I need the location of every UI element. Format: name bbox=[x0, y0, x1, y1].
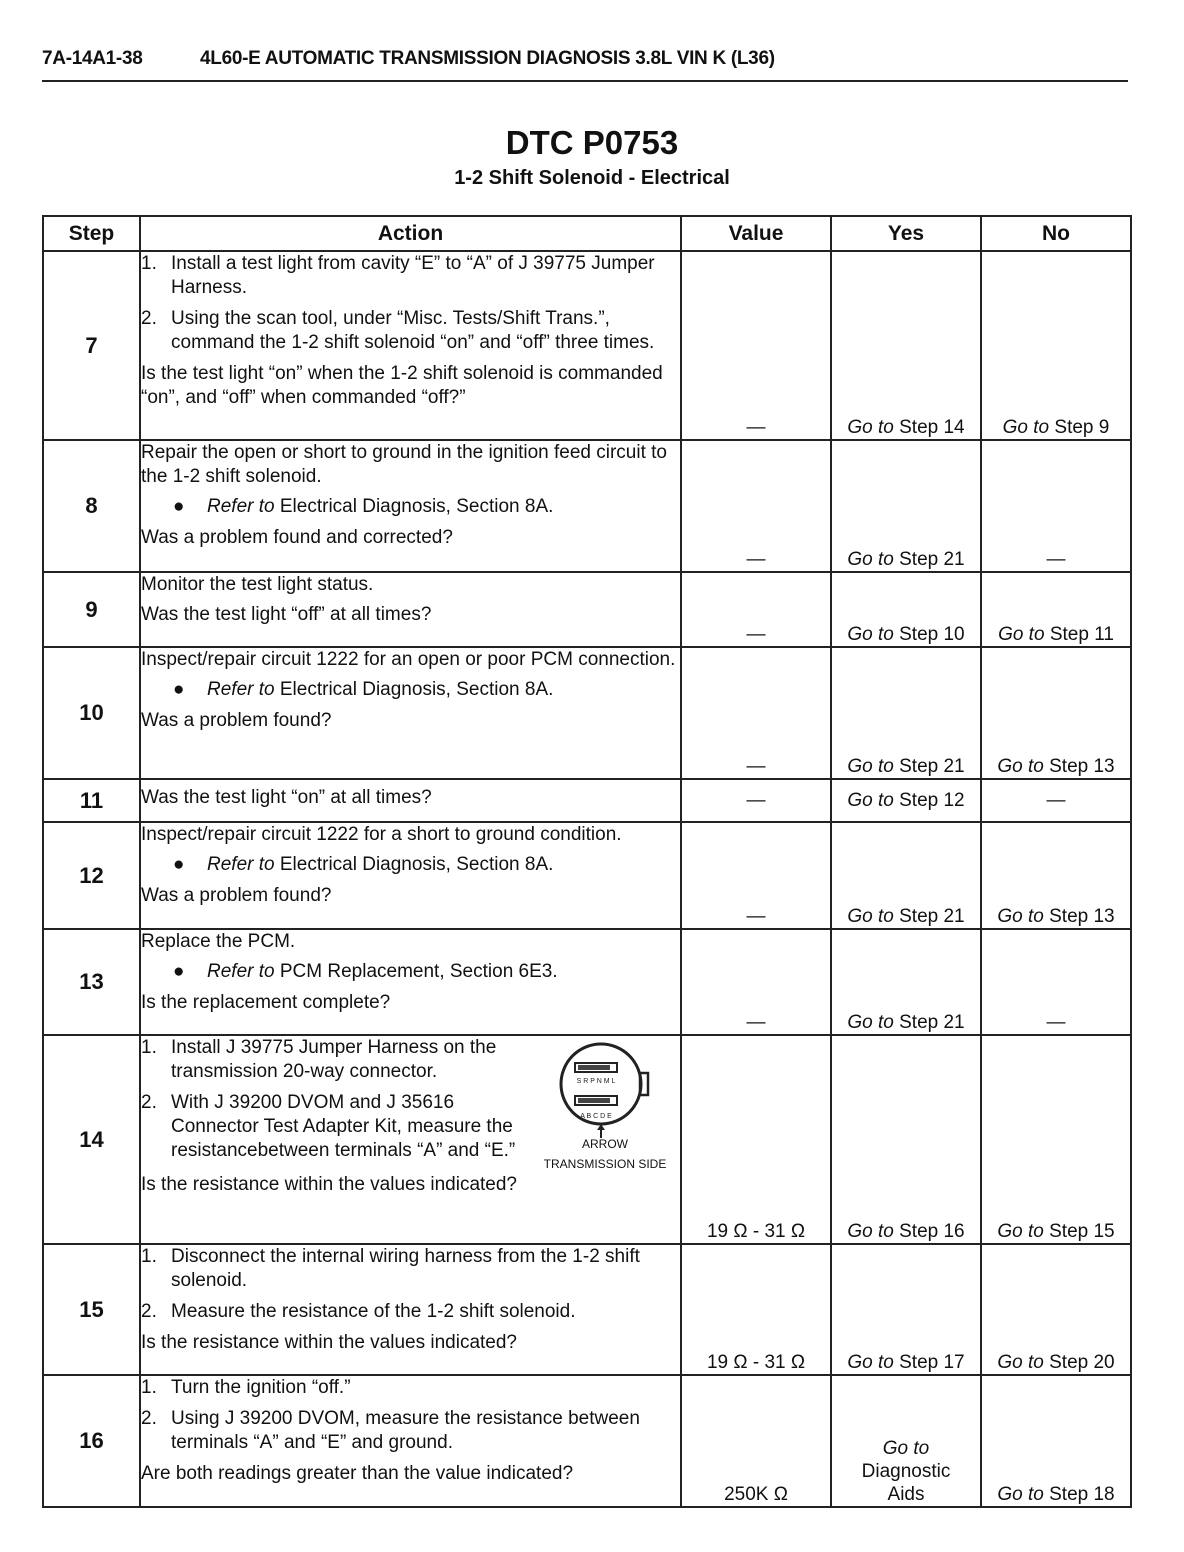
question-text: Is the replacement complete? bbox=[141, 992, 391, 1013]
list-number: 2. bbox=[141, 308, 157, 329]
goto-target: Step 17 bbox=[899, 1352, 965, 1373]
bullet-item bbox=[173, 960, 680, 984]
goto-target: Step 20 bbox=[1049, 1352, 1115, 1373]
step-number: 12 bbox=[43, 822, 140, 929]
no-cell: — bbox=[981, 779, 1131, 822]
goto-target: Step 14 bbox=[899, 417, 965, 438]
figure-caption-arrow: ARROW bbox=[582, 1137, 628, 1151]
value-cell: — bbox=[681, 929, 831, 1035]
question-text: Was a problem found? bbox=[141, 710, 332, 731]
table-row bbox=[43, 1244, 1131, 1375]
action-cell bbox=[140, 572, 681, 647]
table-row bbox=[43, 572, 1131, 647]
list-text: Measure the resistance of the 1-2 shift solenoid. bbox=[171, 1301, 576, 1322]
svg-text:A B C D E: A B C D E bbox=[580, 1113, 612, 1120]
step-number: 7 bbox=[43, 251, 140, 440]
value-cell: — bbox=[681, 251, 831, 440]
yes-cell bbox=[831, 1244, 981, 1375]
diagnostic-table bbox=[42, 215, 1132, 1508]
step-number: 8 bbox=[43, 440, 140, 572]
step-number: 11 bbox=[43, 779, 140, 822]
figure-caption-side: TRANSMISSION SIDE bbox=[543, 1157, 667, 1171]
no-cell: — bbox=[981, 929, 1131, 1035]
goto-label: Go to bbox=[997, 1221, 1044, 1242]
goto-label: Go to bbox=[997, 756, 1044, 777]
no-cell bbox=[981, 251, 1131, 440]
goto-target: Step 12 bbox=[899, 790, 965, 811]
table-row bbox=[43, 1035, 1131, 1244]
list-number: 1. bbox=[141, 1246, 157, 1267]
header-title: 4L60-E AUTOMATIC TRANSMISSION DIAGNOSIS 3.8L VIN K (L36) bbox=[200, 48, 775, 69]
goto-target: Step 11 bbox=[1049, 624, 1114, 645]
list-item bbox=[141, 1036, 530, 1084]
goto-target-line3: Aids bbox=[887, 1484, 925, 1505]
list-item bbox=[141, 1407, 680, 1455]
yes-cell bbox=[831, 1375, 981, 1507]
no-cell bbox=[981, 1035, 1131, 1244]
column-header-no: No bbox=[981, 216, 1131, 251]
list-number: 1. bbox=[141, 1037, 157, 1058]
question-text: Are both readings greater than the value indicated? bbox=[141, 1463, 574, 1484]
goto-target: Step 21 bbox=[899, 1012, 965, 1033]
step-number: 14 bbox=[43, 1035, 140, 1244]
list-number: 2. bbox=[141, 1092, 157, 1113]
refer-label: Refer to bbox=[207, 854, 275, 875]
goto-target: Step 9 bbox=[1054, 417, 1110, 438]
refer-text: PCM Replacement, Section 6E3. bbox=[279, 961, 558, 982]
list-item bbox=[141, 1245, 680, 1293]
value-cell: — bbox=[681, 822, 831, 929]
refer-label: Refer to bbox=[207, 679, 275, 700]
action-cell bbox=[140, 822, 681, 929]
yes-cell bbox=[831, 822, 981, 929]
goto-label: Go to bbox=[847, 1352, 894, 1373]
list-text: Install a test light from cavity “E” to “A” of J 39775 Jumper Harness. bbox=[171, 253, 655, 298]
column-header-step: Step bbox=[43, 216, 140, 251]
goto-target-line2: Diagnostic bbox=[861, 1461, 951, 1482]
connector-diagram-icon bbox=[545, 1038, 665, 1138]
list-item bbox=[141, 1091, 530, 1163]
bullet-item bbox=[173, 853, 680, 877]
value-cell: 19 Ω - 31 Ω bbox=[681, 1244, 831, 1375]
action-text: Replace the PCM. bbox=[141, 931, 296, 952]
goto-label: Go to bbox=[997, 1484, 1044, 1505]
bullet-item bbox=[173, 495, 680, 519]
value-cell: 19 Ω - 31 Ω bbox=[681, 1035, 831, 1244]
value-cell: — bbox=[681, 647, 831, 779]
list-text: With J 39200 DVOM and J 35616 Connector Test Adapter Kit, measure the resistancebetween terminals “A” and “E.” bbox=[171, 1092, 516, 1161]
list-number: 2. bbox=[141, 1408, 157, 1429]
goto-target: Step 21 bbox=[899, 756, 965, 777]
page-number: 7A-14A1-38 bbox=[42, 48, 143, 69]
list-number: 1. bbox=[141, 1377, 157, 1398]
goto-label: Go to bbox=[847, 790, 894, 811]
goto-label: Go to bbox=[847, 906, 894, 927]
list-text: Disconnect the internal wiring harness from the 1-2 shift solenoid. bbox=[171, 1246, 640, 1291]
yes-cell bbox=[831, 572, 981, 647]
no-cell bbox=[981, 1375, 1131, 1507]
step-number: 16 bbox=[43, 1375, 140, 1507]
action-cell bbox=[140, 1035, 681, 1244]
table-row bbox=[43, 647, 1131, 779]
goto-target: Step 10 bbox=[899, 624, 965, 645]
action-cell bbox=[140, 1244, 681, 1375]
yes-cell bbox=[831, 440, 981, 572]
goto-target: Step 16 bbox=[899, 1221, 965, 1242]
action-text: Repair the open or short to ground in the ignition feed circuit to the 1-2 shift solenoid. bbox=[141, 442, 667, 487]
list-item bbox=[141, 307, 680, 355]
list-text: Turn the ignition “off.” bbox=[171, 1377, 351, 1398]
value-cell: — bbox=[681, 572, 831, 647]
action-text: Monitor the test light status. bbox=[141, 574, 374, 595]
question-text: Was the test light “on” at all times? bbox=[141, 787, 432, 808]
no-cell: — bbox=[981, 440, 1131, 572]
no-cell bbox=[981, 572, 1131, 647]
list-text: Using the scan tool, under “Misc. Tests/Shift Trans.”, command the 1-2 shift solenoid “on” and “off” three times. bbox=[171, 308, 655, 353]
action-cell bbox=[140, 440, 681, 572]
goto-target: Step 21 bbox=[899, 549, 965, 570]
table-row bbox=[43, 822, 1131, 929]
action-cell bbox=[140, 1375, 681, 1507]
column-header-yes: Yes bbox=[831, 216, 981, 251]
yes-cell bbox=[831, 929, 981, 1035]
goto-label: Go to bbox=[997, 1352, 1044, 1373]
list-number: 2. bbox=[141, 1301, 157, 1322]
goto-label: Go to bbox=[847, 549, 894, 570]
yes-cell bbox=[831, 251, 981, 440]
page-header bbox=[42, 46, 1128, 82]
question-text: Was a problem found and corrected? bbox=[141, 527, 453, 548]
action-cell bbox=[140, 647, 681, 779]
goto-label: Go to bbox=[1002, 417, 1050, 438]
goto-target: Step 21 bbox=[899, 906, 965, 927]
question-text: Was a problem found? bbox=[141, 885, 332, 906]
list-text: Using J 39200 DVOM, measure the resistance between terminals “A” and “E” and ground. bbox=[171, 1408, 640, 1453]
column-header-action: Action bbox=[140, 216, 681, 251]
no-cell bbox=[981, 822, 1131, 929]
goto-label: Go to bbox=[847, 756, 894, 777]
goto-label: Go to bbox=[847, 1012, 894, 1033]
yes-cell bbox=[831, 1035, 981, 1244]
document-title: DTC P0753 bbox=[505, 124, 679, 161]
no-cell bbox=[981, 647, 1131, 779]
goto-label: Go to bbox=[997, 906, 1044, 927]
value-cell: 250K Ω bbox=[681, 1375, 831, 1507]
goto-label: Go to bbox=[847, 1221, 894, 1242]
action-cell bbox=[140, 929, 681, 1035]
no-cell bbox=[981, 1244, 1131, 1375]
svg-text:S R P N M L: S R P N M L bbox=[576, 1078, 616, 1085]
question-text: Is the resistance within the values indicated? bbox=[141, 1174, 517, 1195]
action-cell bbox=[140, 251, 681, 440]
refer-label: Refer to bbox=[207, 496, 275, 517]
bullet-item bbox=[173, 678, 680, 702]
step-number: 10 bbox=[43, 647, 140, 779]
value-cell: — bbox=[681, 440, 831, 572]
refer-text: Electrical Diagnosis, Section 8A. bbox=[279, 854, 554, 875]
refer-text: Electrical Diagnosis, Section 8A. bbox=[279, 679, 554, 700]
list-item bbox=[141, 1300, 680, 1324]
goto-target: Step 13 bbox=[1049, 756, 1115, 777]
document-subtitle: 1-2 Shift Solenoid - Electrical bbox=[454, 167, 730, 189]
question-text: Is the resistance within the values indicated? bbox=[141, 1332, 517, 1353]
list-item bbox=[141, 1376, 680, 1400]
column-header-value: Value bbox=[681, 216, 831, 251]
connector-figure bbox=[530, 1036, 680, 1171]
goto-target: Step 13 bbox=[1049, 906, 1115, 927]
action-cell bbox=[140, 779, 681, 822]
refer-text: Electrical Diagnosis, Section 8A. bbox=[279, 496, 554, 517]
question-text: Is the test light “on” when the 1-2 shift solenoid is commanded “on”, and “off” when commanded “off?” bbox=[141, 363, 663, 408]
list-item bbox=[141, 252, 680, 300]
step-number: 9 bbox=[43, 572, 140, 647]
goto-label: Go to bbox=[998, 624, 1045, 645]
bullet-icon: ● bbox=[173, 961, 185, 982]
action-text: Inspect/repair circuit 1222 for an open or poor PCM connection. bbox=[141, 649, 676, 670]
yes-cell bbox=[831, 647, 981, 779]
step-number: 15 bbox=[43, 1244, 140, 1375]
list-number: 1. bbox=[141, 253, 157, 274]
goto-label: Go to bbox=[882, 1438, 930, 1459]
refer-label: Refer to bbox=[207, 961, 275, 982]
table-header-row bbox=[43, 216, 1131, 251]
table-row bbox=[43, 440, 1131, 572]
bullet-icon: ● bbox=[173, 496, 185, 517]
goto-target: Step 15 bbox=[1049, 1221, 1115, 1242]
value-cell: — bbox=[681, 779, 831, 822]
bullet-icon: ● bbox=[173, 854, 185, 875]
yes-cell bbox=[831, 779, 981, 822]
action-text: Inspect/repair circuit 1222 for a short to ground condition. bbox=[141, 824, 622, 845]
step-number: 13 bbox=[43, 929, 140, 1035]
table-row bbox=[43, 251, 1131, 440]
table-row bbox=[43, 779, 1131, 822]
goto-label: Go to bbox=[847, 624, 894, 645]
goto-target: Step 18 bbox=[1049, 1484, 1115, 1505]
bullet-icon: ● bbox=[173, 679, 185, 700]
question-text: Was the test light “off” at all times? bbox=[141, 604, 432, 625]
goto-label: Go to bbox=[847, 417, 894, 438]
table-row bbox=[43, 929, 1131, 1035]
list-text: Install J 39775 Jumper Harness on the transmission 20-way connector. bbox=[171, 1037, 497, 1082]
table-row bbox=[43, 1375, 1131, 1507]
